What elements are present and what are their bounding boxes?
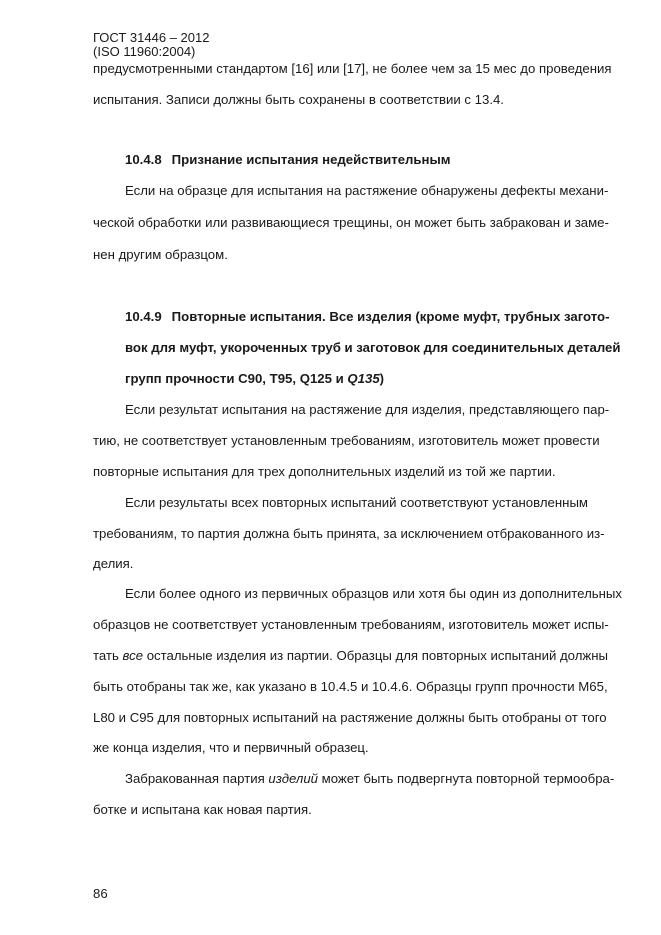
text-line: тию, не соответствует установленным требованиям, изготовитель может провести — [93, 433, 600, 448]
text-line: Если результаты всех повторных испытаний соответствуют установленным — [125, 495, 588, 510]
text-line: L80 и С95 для повторных испытаний на растяжение должны быть отобраны от того — [93, 710, 607, 725]
section-title-line: вок для муфт, укороченных труб и заготовок для соединительных деталей — [125, 340, 621, 355]
text-line: быть отобраны так же, как указано в 10.4.5 и 10.4.6. Образцы групп прочности М65, — [93, 679, 608, 694]
text-line: Если результат испытания на растяжение для изделия, представляющего пар- — [125, 402, 610, 417]
standard-number: ГОСТ 31446 – 2012 — [93, 30, 210, 45]
page-number: 86 — [93, 886, 108, 901]
section-title: Признание испытания недействительным — [171, 152, 451, 167]
text-line: испытания. Записи должны быть сохранены в соответствии с 13.4. — [93, 92, 504, 107]
text-line: Забракованная партия изделий может быть подвергнута повторной термообра- — [125, 771, 615, 786]
section-title-line: групп прочности С90, Т95, Q125 и Q135) — [125, 371, 385, 386]
text-line: Если более одного из первичных образцов или хотя бы один из дополнительных — [125, 586, 622, 601]
text-line: ческой обработки или развивающиеся трещины, он может быть забракован и заме- — [93, 215, 609, 230]
section-number: 10.4.9 — [125, 309, 162, 324]
text-line: Если на образце для испытания на растяжение обнаружены дефекты механи- — [125, 183, 609, 198]
text-line: тать все остальные изделия из партии. Образцы для повторных испытаний должны — [93, 648, 609, 663]
section-heading — [125, 152, 451, 168]
section-number: 10.4.8 — [125, 152, 162, 167]
section-title-line: Повторные испытания. Все изделия (кроме муфт, трубных загото- — [171, 309, 610, 324]
text-line: нен другим образцом. — [93, 247, 228, 262]
text-line: ботке и испытана как новая партия. — [93, 802, 312, 817]
section-heading — [125, 309, 610, 325]
text-line: делия. — [93, 556, 134, 571]
text-line: же конца изделия, что и первичный образец. — [93, 740, 369, 755]
text-line: предусмотренными стандартом [16] или [17], не более чем за 15 мес до проведения — [93, 61, 612, 76]
text-line: требованиям, то партия должна быть принята, за исключением отбракованного из- — [93, 526, 605, 541]
text-line: образцов не соответствует установленным требованиям, изготовитель может испы- — [93, 617, 609, 632]
iso-reference: (ISO 11960:2004) — [93, 44, 196, 59]
text-line: повторные испытания для трех дополнительных изделий из той же партии. — [93, 464, 556, 479]
